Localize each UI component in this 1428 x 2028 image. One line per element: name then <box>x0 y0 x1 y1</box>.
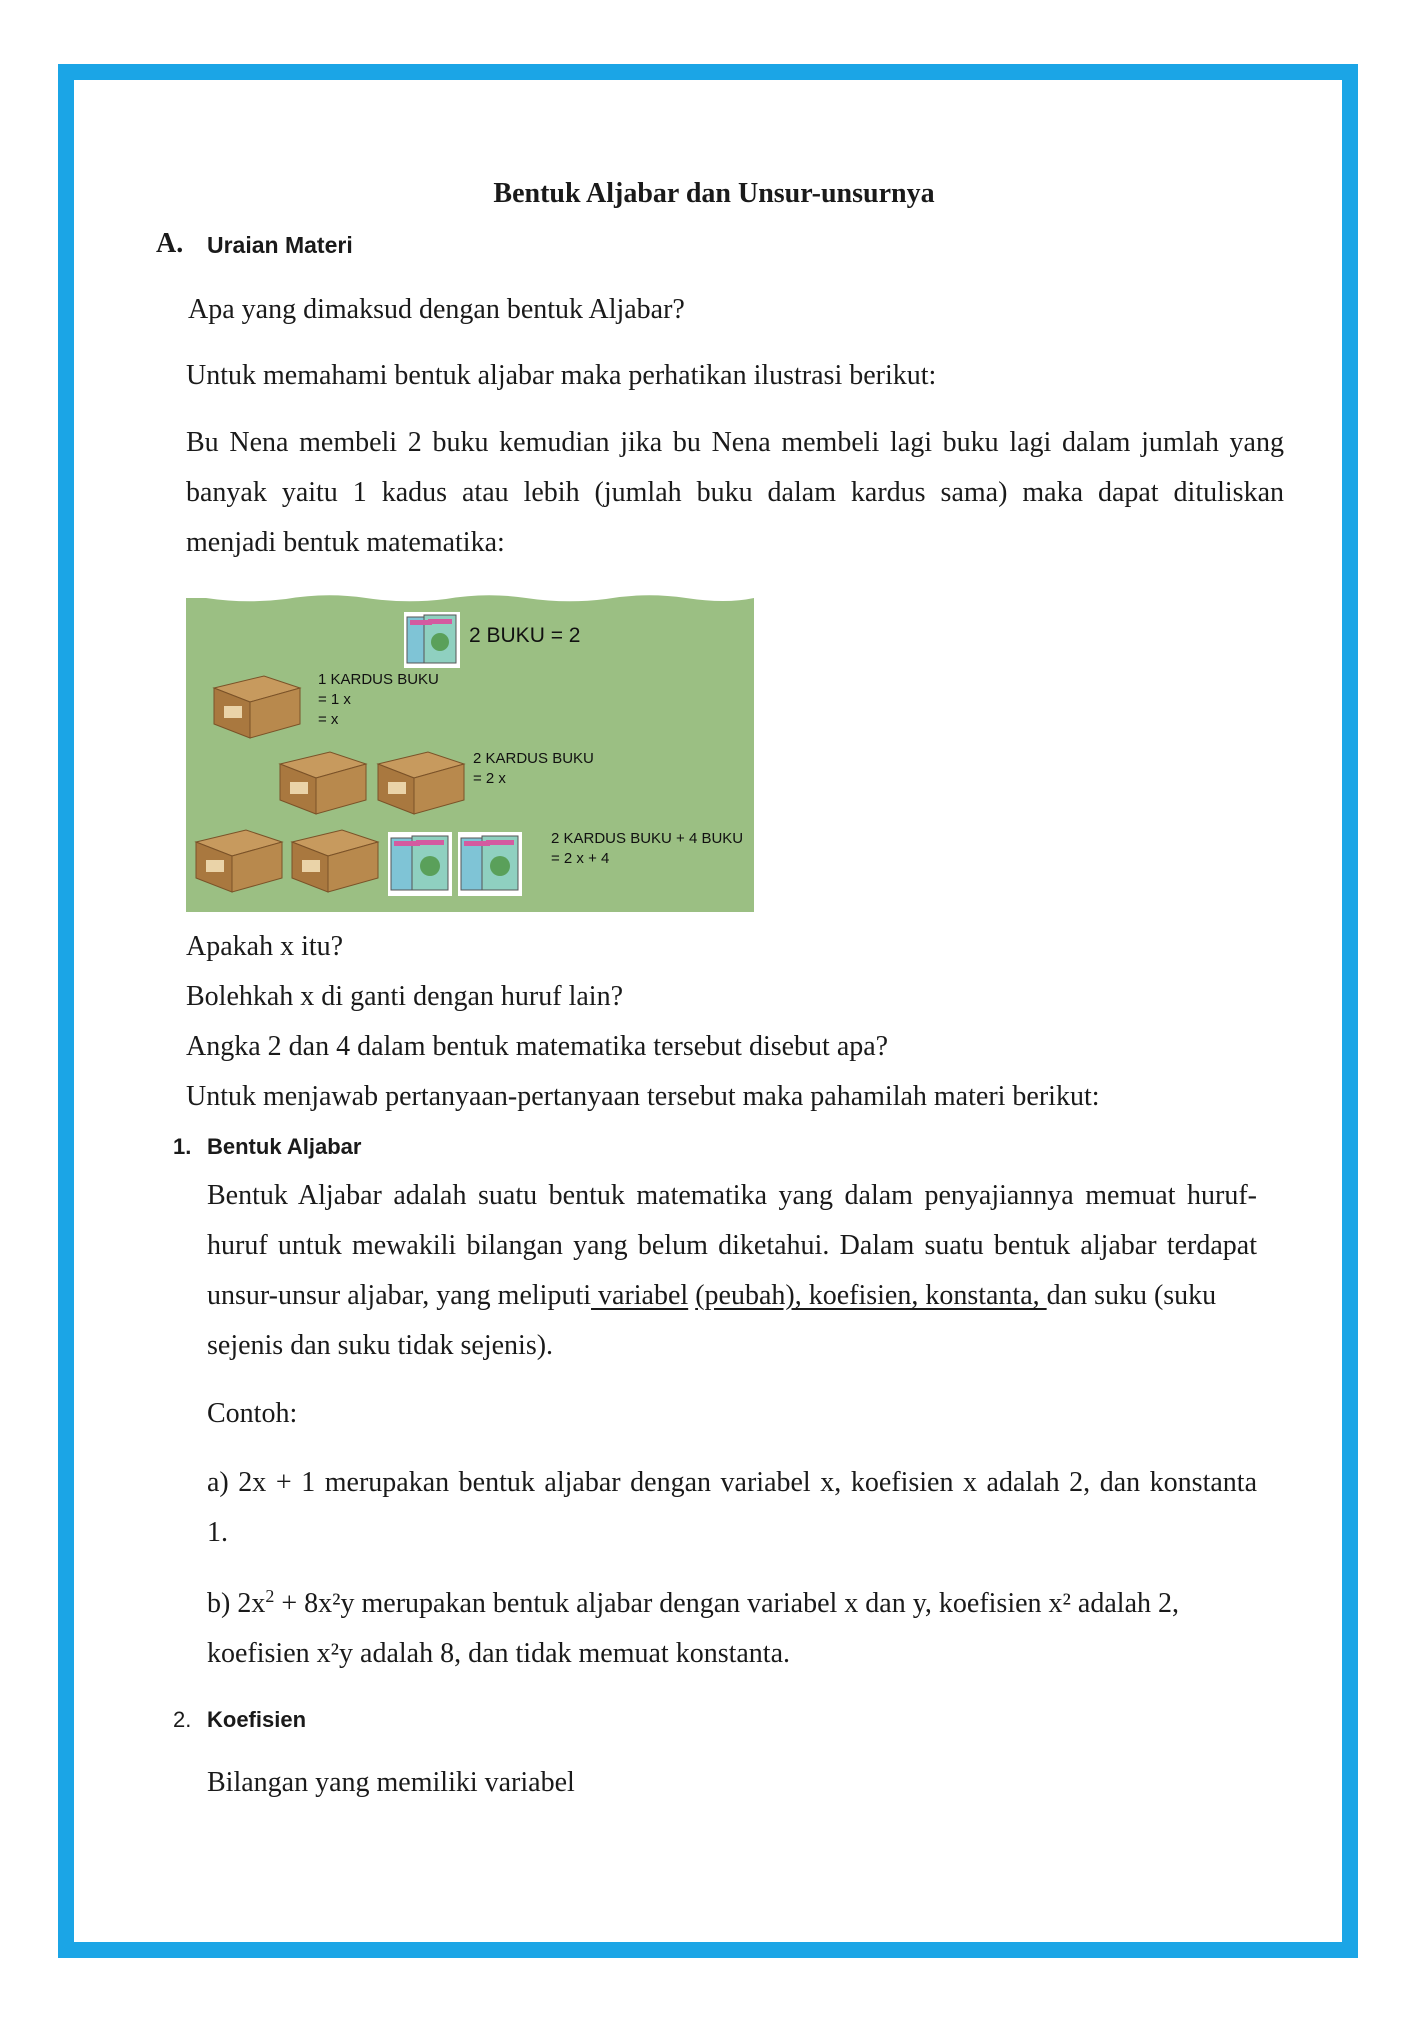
box-icon <box>186 822 286 894</box>
books-icon <box>388 832 452 896</box>
question-text: Apakah x itu? <box>186 931 344 962</box>
two-boxes-line: 2 KARDUS BUKU <box>473 750 594 767</box>
boxes-books-line: = 2 x + 4 <box>551 850 610 867</box>
box-icon <box>368 744 468 816</box>
body-line: huruf untuk mewakili bilangan yang belum diketahui. Dalam suatu bentuk aljabar terdapat <box>207 1230 1257 1261</box>
body-line-terms <box>207 1280 1216 1312</box>
item-number: 2. <box>173 1707 192 1732</box>
one-box-line: = x <box>318 711 339 728</box>
boxes-books-line: 2 KARDUS BUKU + 4 BUKU <box>551 830 744 847</box>
example-b-line <box>207 1588 1179 1620</box>
item-heading: Bentuk Aljabar <box>207 1134 362 1159</box>
two-boxes-line: = 2 x <box>473 770 506 787</box>
books-icon <box>458 832 522 896</box>
books-icon <box>404 612 460 668</box>
example-b-text: + 8x²y merupakan bentuk aljabar dengan variabel x dan y, koefisien x² adalah 2, <box>274 1588 1179 1619</box>
one-box-line: 1 KARDUS BUKU <box>318 671 439 688</box>
box-icon <box>204 668 304 740</box>
example-label: Contoh: <box>207 1398 298 1429</box>
body-text: unsur-unsur aljabar, yang meliputi <box>207 1280 592 1311</box>
illustration <box>186 592 754 912</box>
example-b-superscript: 2 <box>265 1586 275 1606</box>
story-line: menjadi bentuk matematika: <box>186 527 505 558</box>
example-b-text: b) 2x <box>207 1588 266 1619</box>
intro-question: Apa yang dimaksud dengan bentuk Aljabar? <box>188 294 685 325</box>
wave-top-decoration <box>186 592 754 606</box>
item-number: 1. <box>173 1134 192 1159</box>
example-a-line: 1. <box>207 1517 228 1548</box>
story-line: banyak yaitu 1 kadus atau lebih (jumlah buku dalam kardus sama) maka dapat dituliskan <box>186 477 1284 508</box>
page-title: Bentuk Aljabar dan Unsur-unsurnya <box>493 178 935 209</box>
question-text: Angka 2 dan 4 dalam bentuk matematika tersebut disebut apa? <box>186 1031 889 1062</box>
example-a-line: a) 2x + 1 merupakan bentuk aljabar dengan variabel x, koefisien x adalah 2, dan konstanta <box>207 1467 1257 1498</box>
term-variabel: variabel <box>591 1280 689 1311</box>
section-title: Uraian Materi <box>207 232 353 258</box>
term-list: (peubah), koefisien, konstanta, <box>695 1280 1047 1311</box>
body-line: Bentuk Aljabar adalah suatu bentuk matematika yang dalam penyajiannya memuat huruf- <box>207 1180 1257 1211</box>
example-b-line: koefisien x²y adalah 8, dan tidak memuat konstanta. <box>207 1638 791 1669</box>
body-line: Bilangan yang memiliki variabel <box>207 1767 575 1798</box>
question-text: Bolehkah x di ganti dengan huruf lain? <box>186 981 623 1012</box>
box-icon <box>270 744 370 816</box>
one-box-line: = 1 x <box>318 691 351 708</box>
books-label: 2 BUKU = 2 <box>469 624 581 647</box>
box-icon <box>282 822 382 894</box>
item-heading: Koefisien <box>207 1707 307 1732</box>
body-text: dan suku (suku <box>1046 1280 1217 1311</box>
section-letter: A. <box>156 228 184 259</box>
intro-lead: Untuk memahami bentuk aljabar maka perhatikan ilustrasi berikut: <box>186 360 937 391</box>
body-line: sejenis dan suku tidak sejenis). <box>207 1330 554 1361</box>
question-text: Untuk menjawab pertanyaan-pertanyaan tersebut maka pahamilah materi berikut: <box>186 1081 1100 1112</box>
story-line: Bu Nena membeli 2 buku kemudian jika bu Nena membeli lagi buku lagi dalam jumlah yang <box>186 427 1284 458</box>
